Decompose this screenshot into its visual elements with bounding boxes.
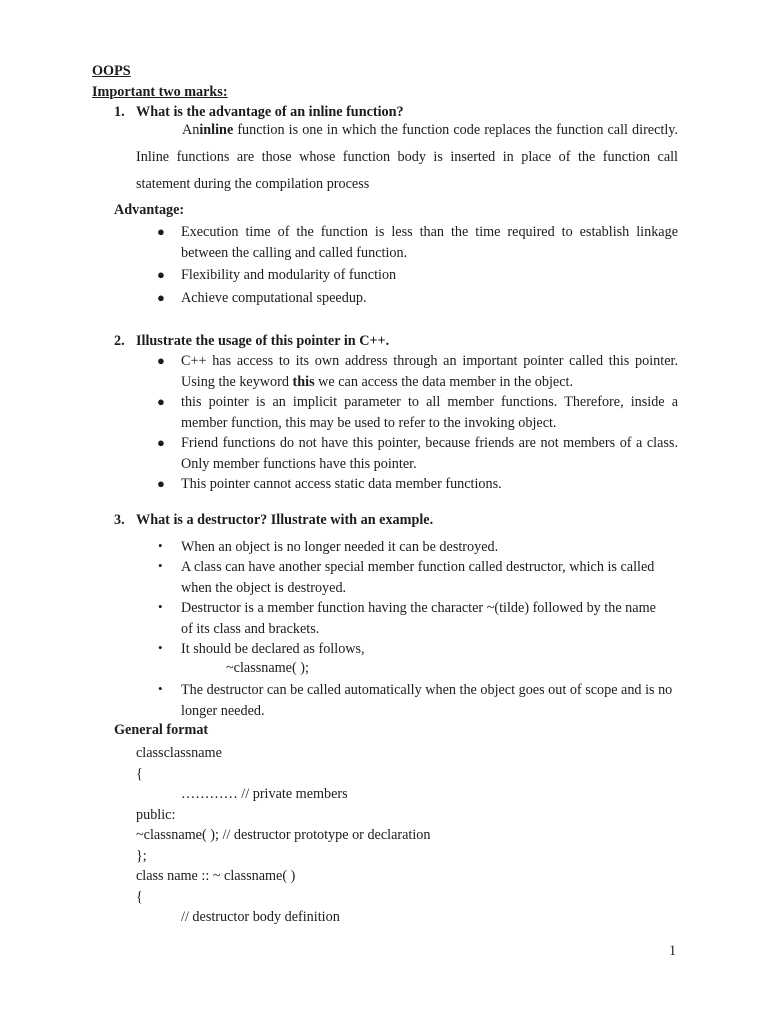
- bullet-dot: ●: [157, 476, 165, 491]
- code-line-7: class name :: ~ classname( ): [136, 868, 296, 884]
- bullet-dot: ●: [157, 290, 165, 305]
- bullet-dot: •: [158, 558, 163, 573]
- q1-bullet-1: Execution time of the function is less than the time required to establish linkage between the calling and called function.: [181, 224, 678, 261]
- doc-title: OOPS: [92, 63, 131, 79]
- q2-bullet-1-keyword: this: [292, 374, 315, 390]
- q1-answer-pre: An: [182, 122, 200, 138]
- bullet-dot: ●: [157, 267, 165, 282]
- q3-number: 3.: [114, 512, 125, 528]
- page-number: 1: [669, 943, 677, 959]
- q3-bullet-3: Destructor is a member function having the character ~(tilde) followed by the name of its class and brackets.: [181, 600, 656, 637]
- q1-question: What is the advantage of an inline function?: [136, 104, 404, 120]
- q3-bullet-1: When an object is no longer needed it can be destroyed.: [181, 539, 499, 555]
- q3-bullet-2: A class can have another special member function called destructor, which is called when the object is destroyed.: [181, 559, 655, 596]
- bullet-dot: •: [158, 538, 163, 553]
- code-line-4: public:: [136, 807, 176, 823]
- q3-bullet-5: The destructor can be called automatically when the object goes out of scope and is no longer needed.: [181, 682, 673, 719]
- q1-answer: [136, 117, 678, 198]
- q3-question: What is a destructor? Illustrate with an example.: [136, 512, 434, 528]
- q2-number: 2.: [114, 333, 125, 349]
- q2-bullet-4: This pointer cannot access static data member functions.: [181, 476, 502, 492]
- code-line-2: {: [136, 766, 143, 782]
- q2-bullet-1: [181, 351, 678, 393]
- q3-bullet-4: It should be declared as follows,: [181, 641, 365, 657]
- q2-bullet-1-pre: C++ has access to its own address through an important pointer called this pointer. Using the keyword: [181, 353, 678, 390]
- doc-subtitle: Important two marks:: [92, 84, 228, 100]
- q1-answer-keyword: inline: [199, 122, 234, 138]
- bullet-dot: ●: [157, 224, 165, 239]
- code-line-1: classclassname: [136, 745, 222, 761]
- q1-bullet-3: Achieve computational speedup.: [181, 290, 367, 306]
- q2-bullet-3: Friend functions do not have this pointer, because friends are not members of a class. Only member functions have this pointer.: [181, 435, 678, 472]
- code-line-6: };: [136, 848, 147, 864]
- bullet-dot: ●: [157, 394, 165, 409]
- bullet-dot: •: [158, 640, 163, 655]
- q1-answer-post: function is one in which the function code replaces the function call directly. Inline functions are those whose function body is inserted in place of the function call statement during the compilation process: [136, 122, 678, 192]
- code-line-9: // destructor body definition: [181, 909, 340, 925]
- q2-bullet-1-post: we can access the data member in the object.: [314, 374, 574, 390]
- bullet-dot: •: [158, 681, 163, 696]
- q1-bullet-2: Flexibility and modularity of function: [181, 267, 397, 283]
- bullet-dot: ●: [157, 435, 165, 450]
- bullet-dot: •: [158, 599, 163, 614]
- destructor-declaration: ~classname( );: [226, 660, 309, 676]
- general-format-heading: General format: [114, 722, 209, 738]
- bullet-dot: ●: [157, 353, 165, 368]
- advantage-heading: Advantage:: [114, 202, 185, 218]
- q2-bullet-2: this pointer is an implicit parameter to all member functions. Therefore, inside a member function, this may be used to refer to the invoking object.: [181, 394, 678, 431]
- code-line-8: {: [136, 889, 143, 905]
- q2-question: Illustrate the usage of this pointer in C++.: [136, 333, 390, 349]
- q1-number: 1.: [114, 104, 125, 120]
- code-line-3: ………… // private members: [181, 786, 348, 802]
- code-line-5: ~classname( ); // destructor prototype or declaration: [136, 827, 431, 843]
